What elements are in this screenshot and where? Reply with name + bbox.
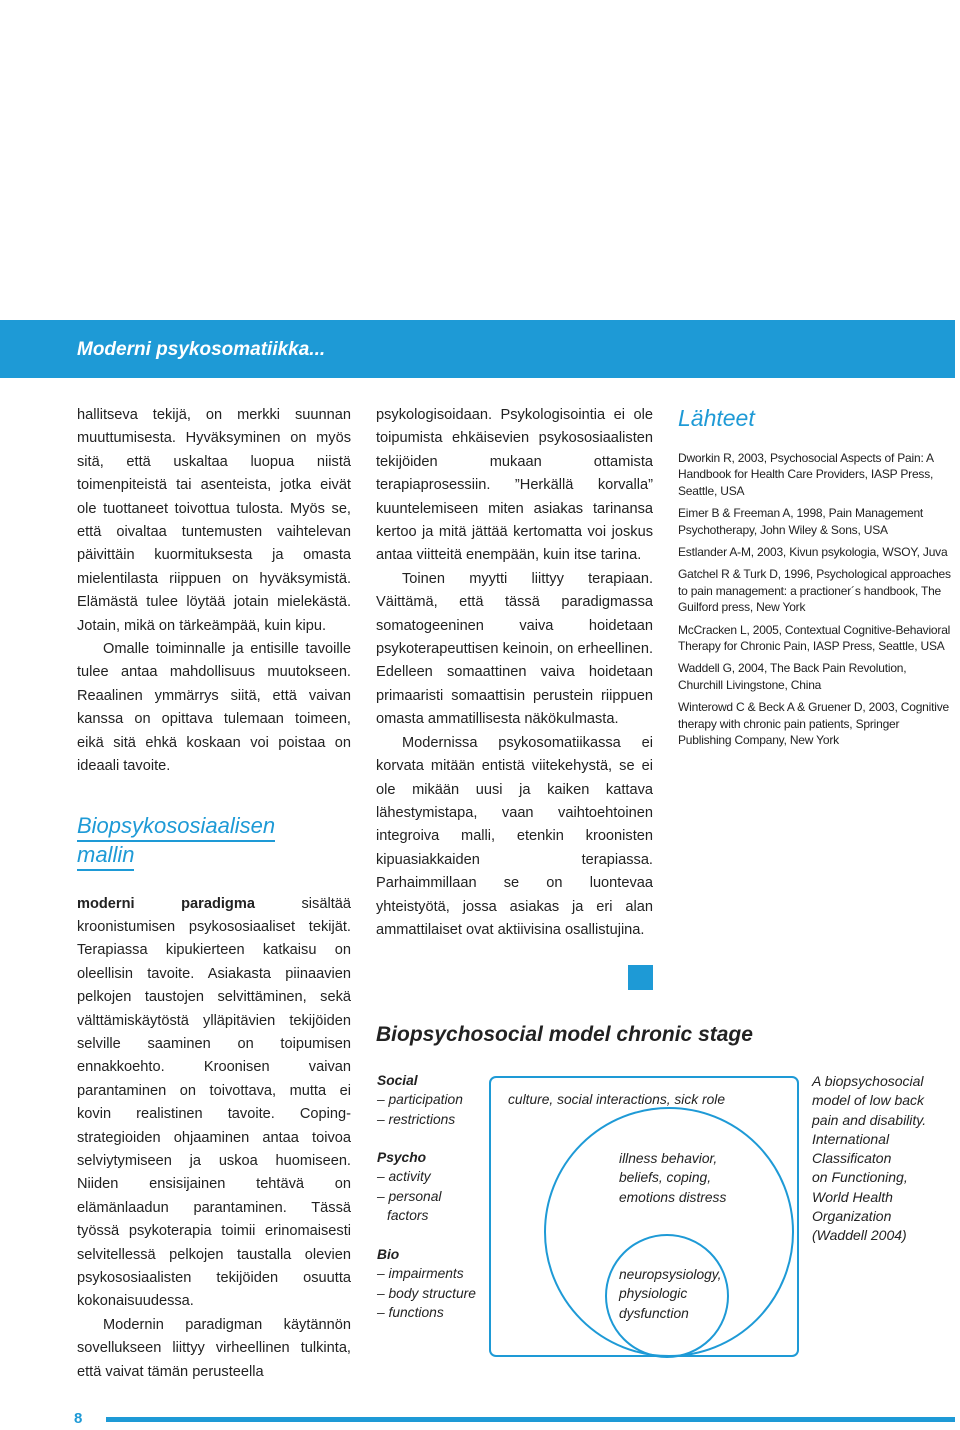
reference-item: Dworkin R, 2003, Psychosocial Aspects of Pain: A Handbook for Health Care Providers, IASP Press, Seattle, USA: [678, 451, 934, 498]
bio-heading: Bio: [377, 1247, 400, 1262]
label-line: beliefs, coping,: [619, 1170, 712, 1186]
page-number: 8: [74, 1410, 83, 1427]
social-item: – participation: [377, 1092, 463, 1108]
psycho-item: – personal: [377, 1188, 442, 1204]
outer-box-label: culture, social interactions, sick role: [508, 1092, 726, 1107]
paragraph: Omalle toiminnalle ja entisille tavoille tulee antaa mahdollisuus muutokseen. Reaalinen ymmärrys siitä, että vaivan kanssa on opittava tulemaan toimeen, eikä sitä ehkä koskaan voi poistaa on ideaali tavoite.: [77, 641, 351, 775]
paragraph: Toinen myytti liittyy terapiaan. Väittämä, että tässä paradigmassa somatogeeninen vaiva hoidetaan psykoterapeuttisen keinoin, on erheellinen. Edelleen somaattinen vaiva hoidetaan primaaristi somaattisin perustein riippuen omasta ammatillisesta näkökulmasta.: [376, 570, 653, 728]
section-heading-line-1: Biopsykososiaalisen: [77, 813, 275, 842]
caption-line: Classificaton: [812, 1150, 892, 1167]
reference-item: Waddell G, 2004, The Back Pain Revolution, Churchill Livingstone, China: [678, 661, 907, 692]
caption-line: on Functioning,: [812, 1169, 908, 1186]
caption-line: model of low back: [812, 1092, 925, 1109]
reference-item: Gatchel R & Turk D, 1996, Psychological approaches to pain management: a practioner´s handbook, The Guilford press, New York: [678, 567, 951, 615]
references-title: Lähteet: [678, 405, 755, 431]
caption-line: Organization: [812, 1208, 892, 1225]
bio-label: [377, 1245, 476, 1322]
caption-line: International: [812, 1130, 890, 1147]
reference-item: Estlander A-M, 2003, Kivun psykologia, WSOY, Juva: [678, 545, 948, 560]
section-heading-line-2: mallin: [77, 842, 134, 871]
bio-item: – body structure: [377, 1285, 476, 1301]
psycho-label: [377, 1148, 441, 1225]
psycho-heading: Psycho: [377, 1150, 427, 1165]
paragraph: Modernissa psykosomatiikassa ei korvata mitään entistä viitekehystä, se ei ole mikään uusi ja kaiken kattava lähestymistapa, vaan vaihtoehtoinen integroiva malli, etenkin kroonisten kipuasiakkaiden terapiassa. Parhaimmillaan se on luontevaa yhteistyötä, jossa asiakas ja eri alan ammattilaiset ovat aktiivisina osallistujina.: [376, 734, 653, 938]
lead-phrase: moderni paradigma: [77, 895, 255, 912]
caption-line: World Health: [812, 1188, 893, 1205]
label-line: neuropsysiology,: [619, 1267, 722, 1282]
reference-item: Eimer B & Freeman A, 1998, Pain Management Psychotherapy, John Wiley & Sons, USA: [678, 506, 924, 537]
footer-rule: [106, 1417, 955, 1422]
social-label: [377, 1071, 463, 1129]
caption-line: pain and disability.: [812, 1111, 927, 1128]
psycho-item: – activity: [377, 1169, 431, 1185]
diagram-title: Biopsychosocial model chronic stage: [376, 1023, 753, 1046]
paragraph: hallitseva tekijä, on merkki suunnan muuttumisesta. Hyväksyminen on myös sitä, että uskaltaa luopua niistä toimenpiteistä tai asenteista, jotka eivät ole tuottaneet toivottua tulosta. Myös se, että oivaltaa tuntemusten vaihtelevan päivittäin kuormituksesta ja omasta mielentilasta riippuen on hyväksymistä. Elämästä tulee löytää jotain mielekästä. Jotain, mikä on tärkeämpää, kuin kipu.: [77, 407, 351, 634]
caption-line: A biopsychosocial: [812, 1073, 924, 1089]
reference-item: McCracken L, 2005, Contextual Cognitive-Behavioral Therapy for Chronic Pain, IASP Press, Seattle, USA: [678, 622, 951, 654]
inner-circle-label: [619, 1265, 722, 1323]
bio-item: – functions: [377, 1304, 444, 1320]
page-title: Moderni psykosomatiikka...: [77, 339, 326, 360]
reference-item: Winterowd C & Beck A & Gruener D, 2003, Cognitive therapy with chronic pain patients, Springer Publishing Company, New York: [678, 700, 949, 748]
label-line: dysfunction: [619, 1305, 689, 1321]
paragraph-text: sisältää kroonistumisen psykososiaaliset tekijät. Terapiassa kipukierteen katkaisu on oleellisin tavoite. Asiakasta piinaavien pelkojen taustojen selvittäminen, sekä välttämiskäytöstä ylläpitävien tekijöiden selville saaminen on toipumisen ennakkoehto. Kroonisen vaivan parantaminen on toivottava, mutta ei kovin realistinen tavoite. Coping-strategioiden ohjaaminen antaa toivoa selviytymiseen ja uskoa huomiseen. Niiden ensisijainen tehtävä on elämänlaadun parantaminen. Tässä työssä psykoterapia toimii erinomaisesti selvitellessä pelkojen taustalla olevien psykososiaalisten tekijöiden osuutta kokonaisuudessa.: [77, 895, 351, 1310]
diagram-caption: [812, 1072, 952, 1246]
psycho-item: factors: [387, 1207, 429, 1223]
middle-circle-label: [619, 1149, 726, 1207]
caption-line: (Waddell 2004): [812, 1227, 907, 1244]
paragraph: Modernin paradigman käytännön sovellukseen liittyy virheellinen tulkinta, että vaivat tämän perusteella: [77, 1316, 351, 1380]
bio-item: – impairments: [377, 1266, 464, 1282]
label-line: emotions distress: [619, 1189, 727, 1205]
paragraph: psykologisoidaan. Psykologisointia ei ole toipumista ehkäisevien psykososiaalisten tekijöiden mukaan ottamista terapiaprosessiin. ”Herkällä korvalla” kuuntelemiseen miten asiakas tarinansa kertoo ja mitä jättää kertomatta voi joskus antaa viitteitä enempään, kuin itse tarina.: [376, 407, 653, 564]
label-line: physiologic: [619, 1286, 688, 1302]
social-heading: Social: [377, 1073, 418, 1088]
label-line: illness behavior,: [619, 1151, 718, 1166]
social-item: – restrictions: [377, 1111, 456, 1127]
